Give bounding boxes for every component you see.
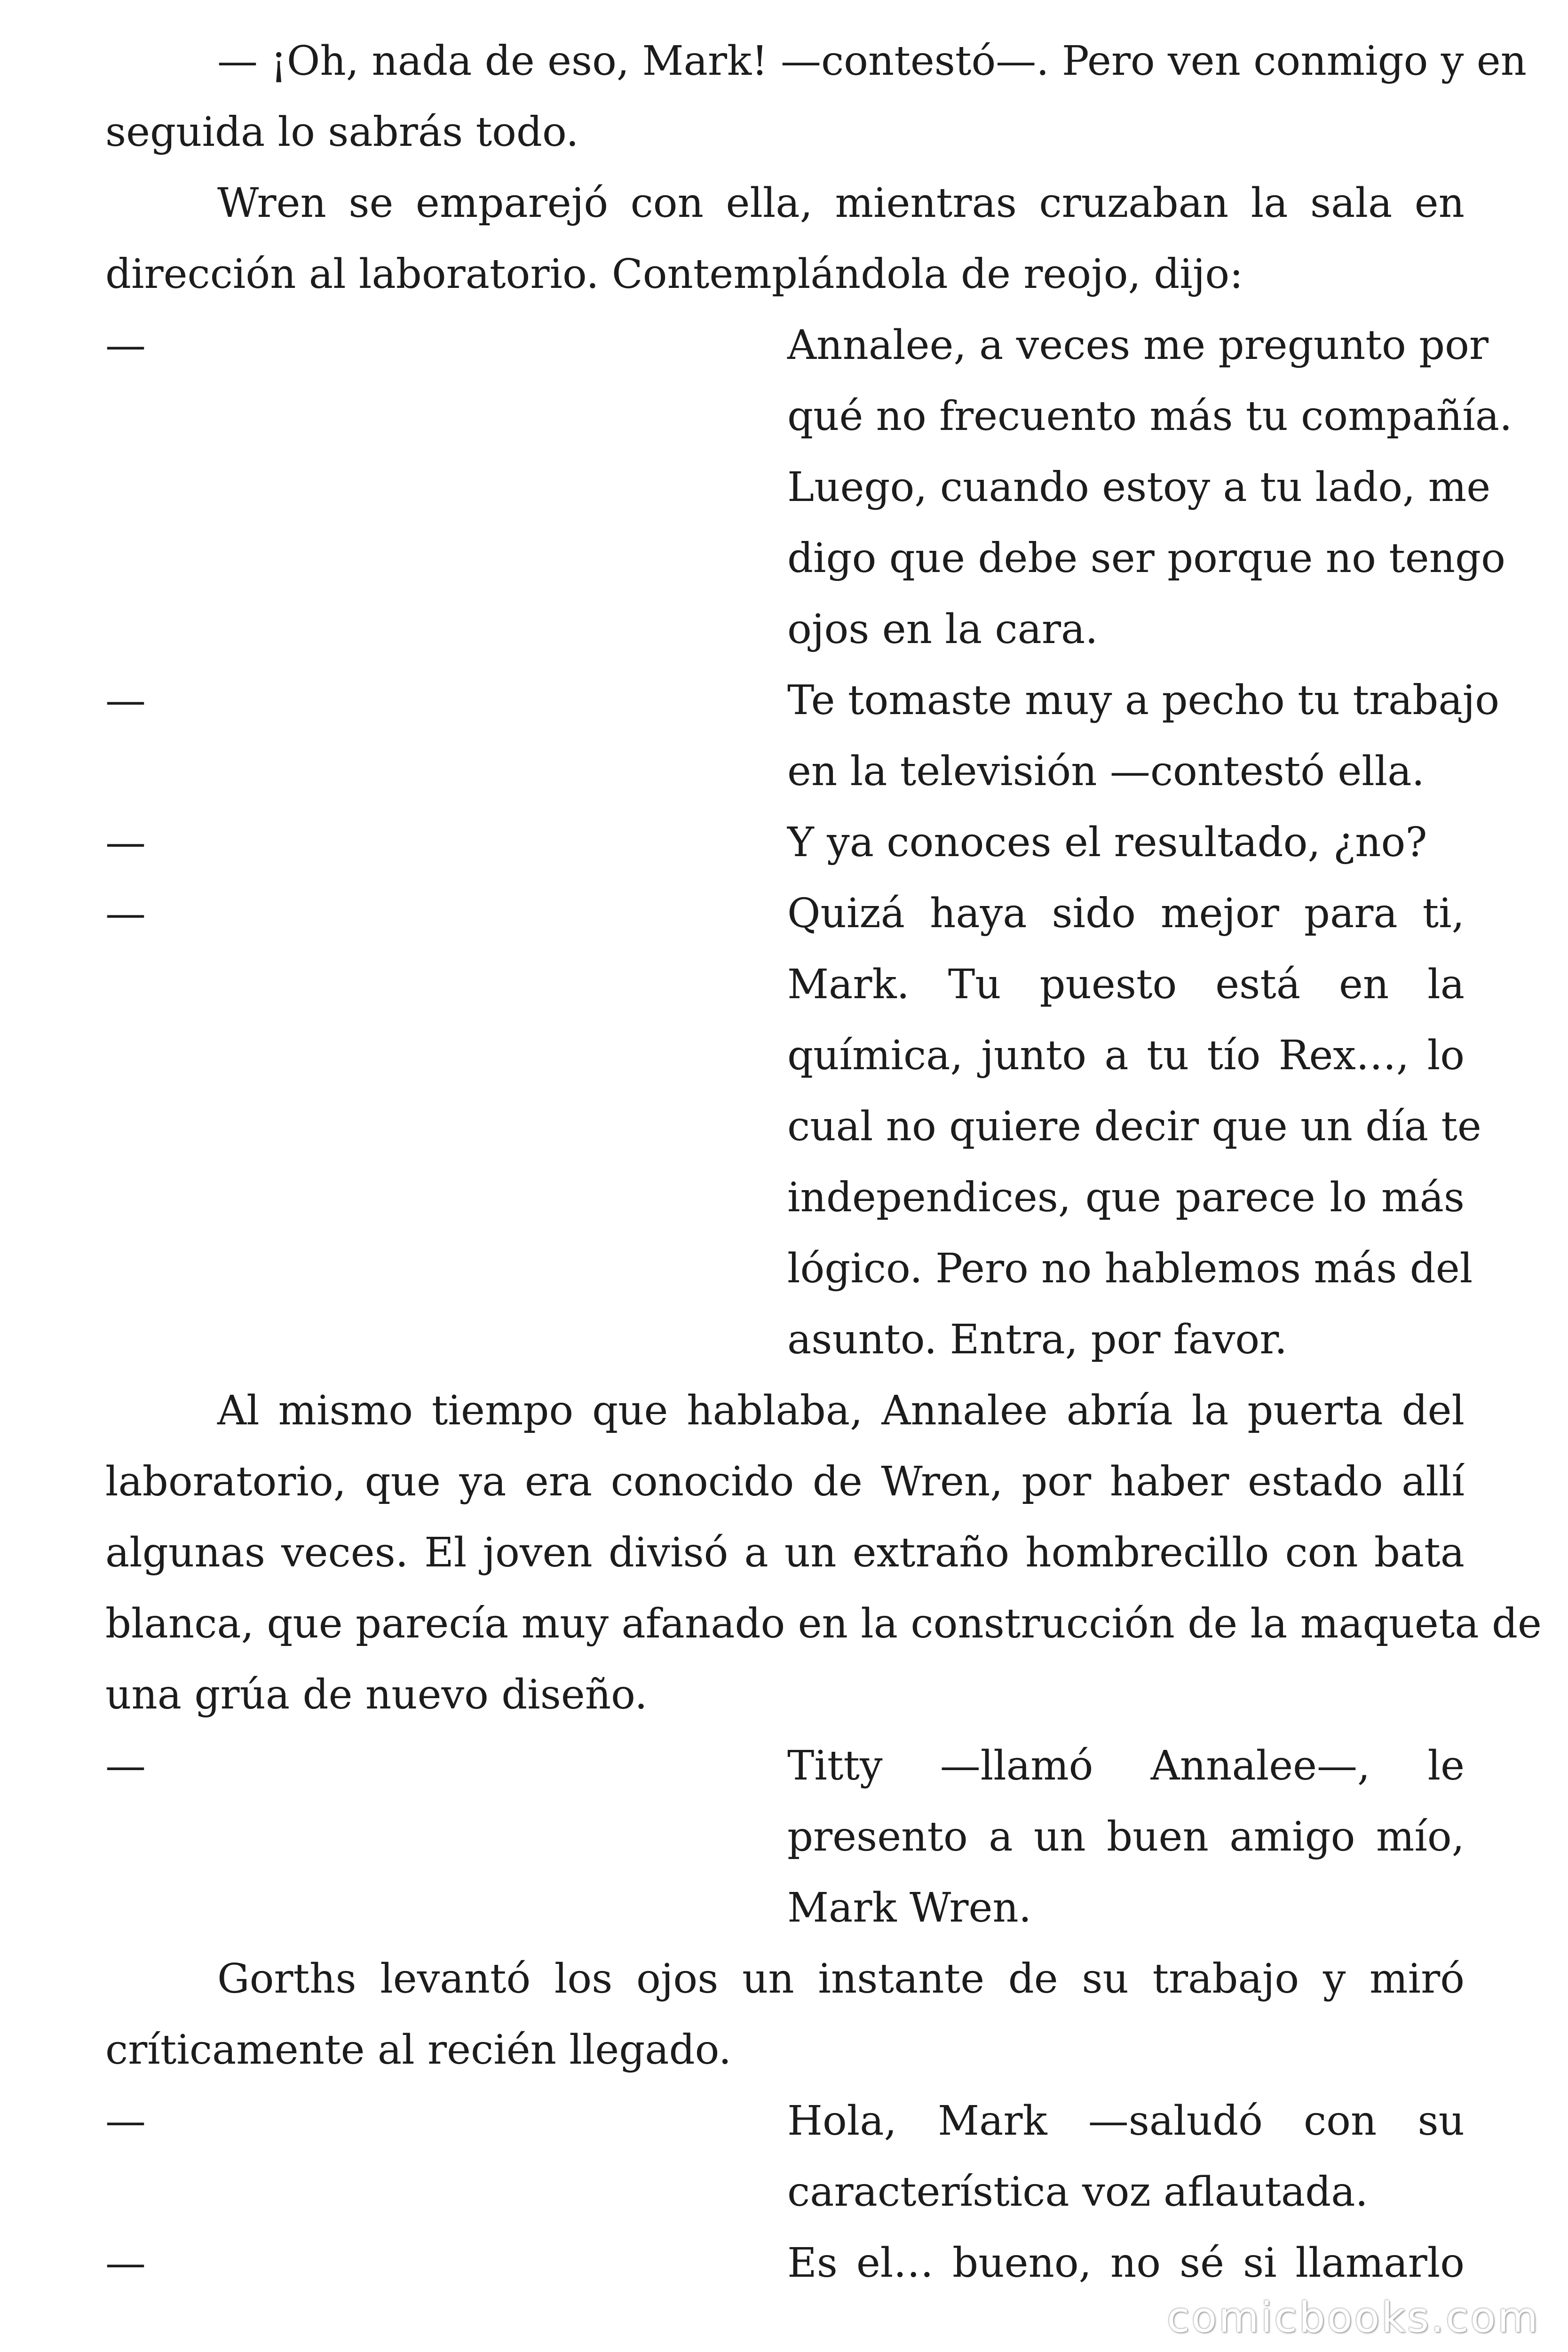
text-line: dirección al laboratorio. Contemplándola de reojo, dijo: [105,251,1243,298]
text-line: Gorths levantó los ojos un instante de su trabajo y miró [217,1955,1465,2002]
dialog-block [105,2086,1465,2228]
dialog-line: Quizá haya sido mejor para ti, [787,890,1465,937]
text-line: blanca, que parecía muy afanado en la construcción de la maqueta de [105,1600,1542,1647]
text-line: laboratorio, que ya era conocido de Wren, por haber estado allí [105,1458,1465,1505]
dialog-line: presento a un buen amigo mío, [787,1813,1465,1860]
paragraph [105,1944,1465,2086]
text-line: seguida lo sabrás todo. [105,109,579,156]
text-line: Wren se emparejó con ella, mientras cruzaban la sala en [217,180,1465,227]
dialog-line: asunto. Entra, por favor. [787,1316,1288,1363]
dialog-block [105,310,1513,665]
dialog-line: qué no frecuento más tu compañía. [787,393,1513,440]
dialog-block [105,1731,1465,1944]
paragraph [105,168,1465,310]
dialog-line: Hola, Mark —saludó con su [787,2098,1465,2145]
dialog-line: característica voz aflautada. [787,2169,1368,2216]
dialog-line: Annalee, a veces me pregunto por [787,322,1489,369]
dialog-line: Te tomaste muy a pecho tu trabajo [787,677,1500,724]
text-line: algunas veces. El joven divisó a un extraño hombrecillo con bata [105,1529,1465,1576]
dialog-line: Mark Wren. [787,1884,1032,1931]
dialog-line: Y ya conoces el resultado, ¿no? [787,819,1427,866]
dialog-line: química, junto a tu tío Rex…, lo [787,1032,1465,1079]
text-line: — ¡Oh, nada de eso, Mark! —contestó—. Pero ven conmigo y en [217,38,1527,85]
dialog-line: en la televisión —contestó ella. [787,748,1425,795]
dialog-line: lógico. Pero no hablemos más del [787,1245,1473,1292]
dialog-block [105,878,1481,1375]
dialog-block [105,2228,1465,2299]
dialog-block [105,807,1465,878]
text-line: críticamente al recién llegado. [105,2026,732,2074]
watermark: comicbooks.com [1166,2293,1540,2342]
dialog-line: Titty —llamó Annalee—, le [787,1742,1465,1789]
dialog-dash: — [105,677,146,724]
dialog-dash: — [105,322,146,369]
dialog-line: ojos en la cara. [787,606,1098,653]
paragraph [105,1375,1542,1731]
text-line: Al mismo tiempo que hablaba, Annalee abría la puerta del [217,1387,1465,1434]
text-line: una grúa de nuevo diseño. [105,1671,648,1718]
dialog-dash: — [105,2240,146,2287]
dialog-dash: — [105,1742,146,1789]
paragraph [105,26,1527,168]
dialog-line: independices, que parece lo más [787,1174,1465,1221]
dialog-block [105,665,1500,807]
dialog-line: Mark. Tu puesto está en la [787,961,1465,1008]
dialog-line: Luego, cuando estoy a tu lado, me [787,464,1491,511]
document-body [105,26,1542,2299]
dialog-dash: — [105,2098,146,2145]
dialog-dash: — [105,819,146,866]
dialog-dash: — [105,890,146,937]
dialog-line: digo que debe ser porque no tengo [787,535,1505,582]
dialog-line: Es el… bueno, no sé si llamarlo [787,2240,1465,2287]
dialog-line: cual no quiere decir que un día te [787,1103,1481,1150]
